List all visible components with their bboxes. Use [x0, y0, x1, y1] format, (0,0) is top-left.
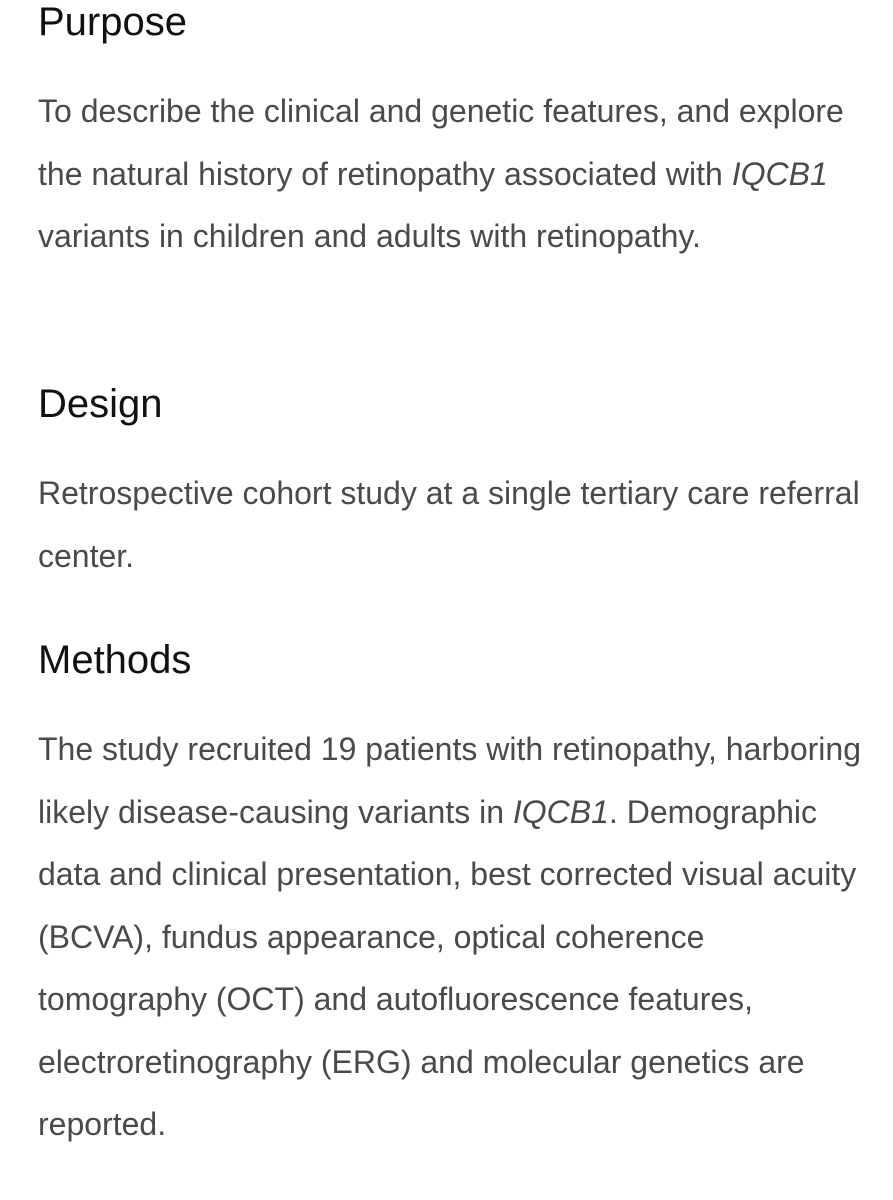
purpose-section [38, 0, 868, 268]
design-section [38, 380, 868, 587]
methods-gene-name: IQCB1 [512, 793, 609, 830]
methods-text-part-2: . Demographic data and clinical presentation, best corrected visual acuity (BCVA), fundus appearance, optical coherence tomography (OCT) and autofluorescence features, electroretinography (ERG) and molecular genetics are reported. [38, 793, 857, 1142]
purpose-gene-name: IQCB1 [731, 155, 828, 192]
methods-section [38, 636, 868, 1156]
purpose-heading: Purpose [38, 0, 187, 44]
purpose-text-part-1: To describe the clinical and genetic features, and explore the natural history of retinopathy associated with [38, 93, 844, 192]
methods-text [38, 718, 868, 1156]
purpose-text-part-2: variants in children and adults with retinopathy. [38, 218, 701, 254]
design-heading: Design [38, 382, 163, 426]
purpose-text [38, 80, 868, 268]
methods-text-part-1: The study recruited 19 patients with retinopathy, harboring likely disease-causing variants in [38, 731, 861, 830]
design-text: Retrospective cohort study at a single tertiary care referral center. [38, 475, 860, 574]
methods-heading: Methods [38, 638, 192, 682]
